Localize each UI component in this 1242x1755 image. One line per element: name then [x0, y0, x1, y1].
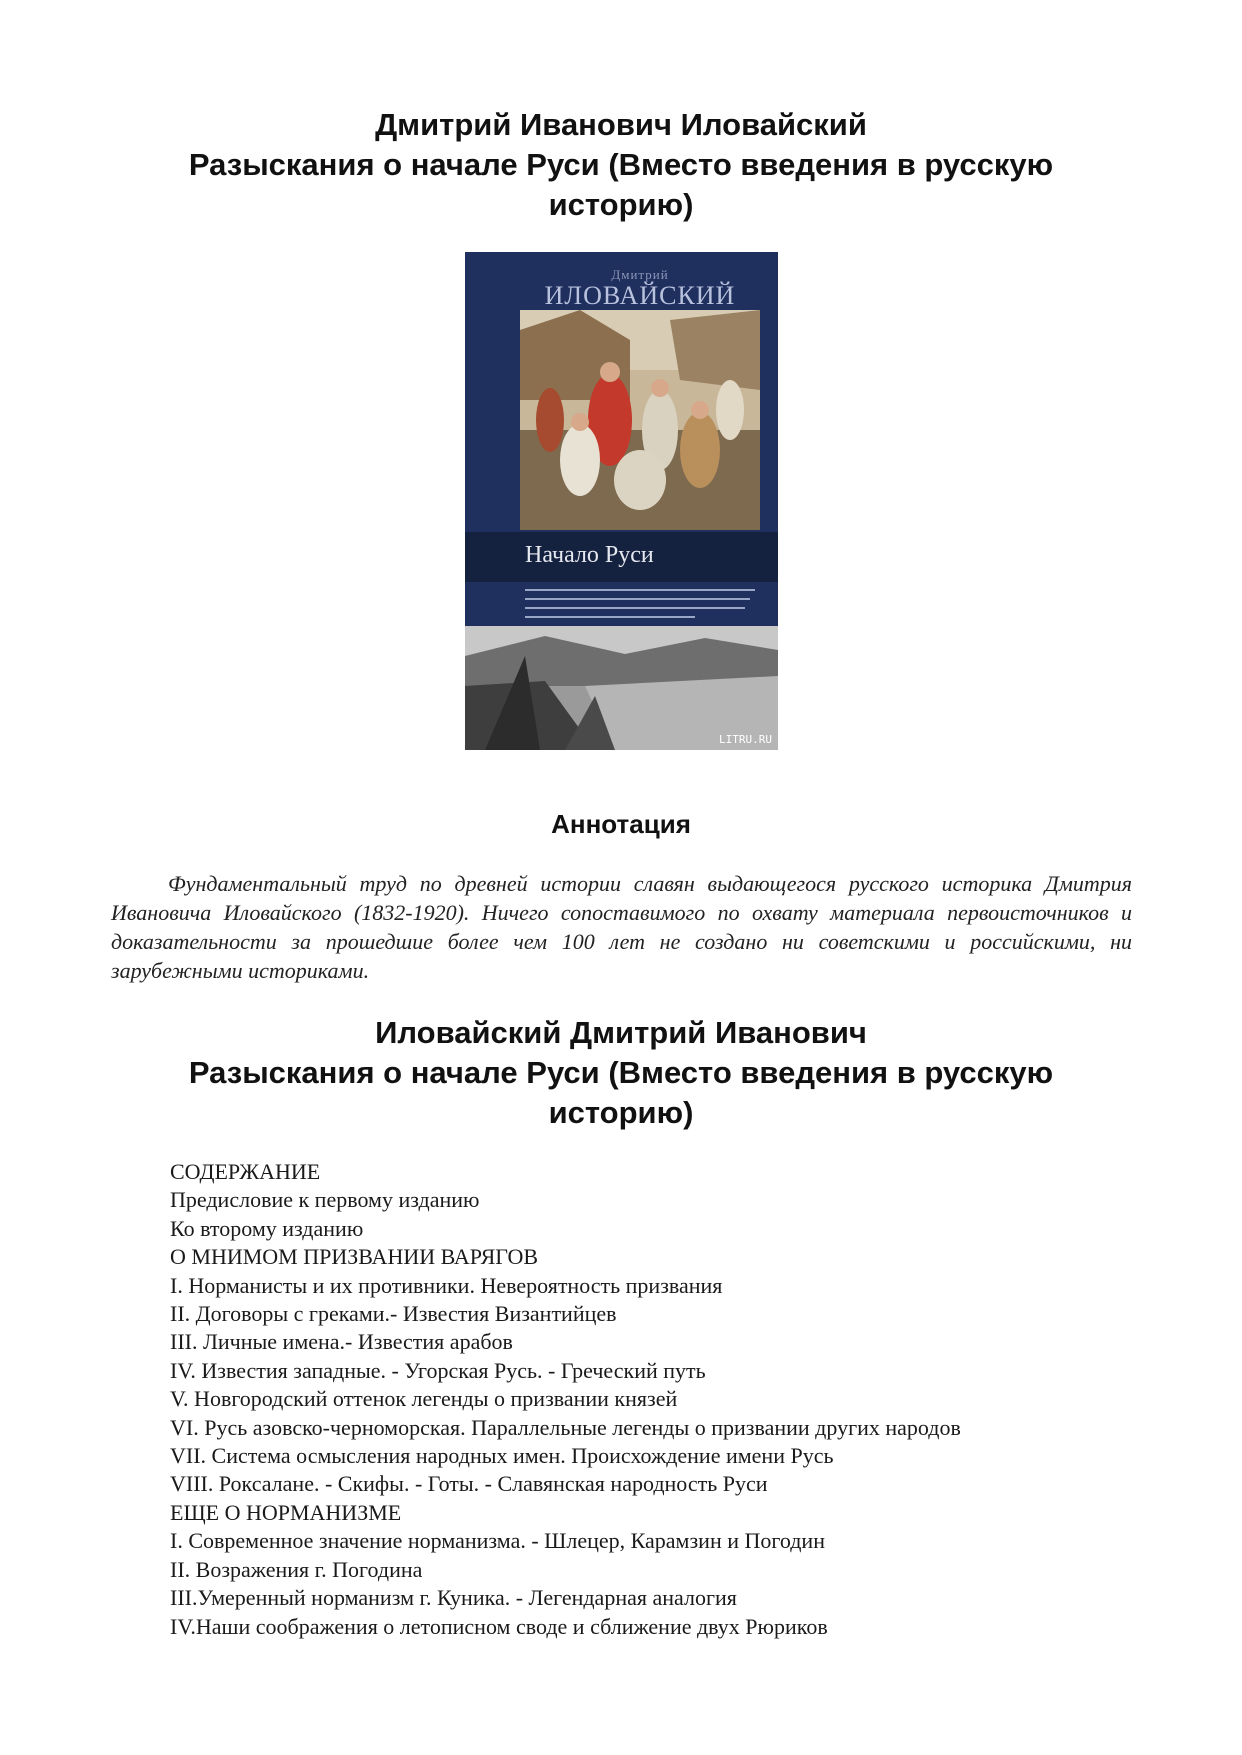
- toc-item: VIII. Роксалане. - Скифы. - Готы. - Славянская народность Руси: [170, 1471, 768, 1497]
- annotation-heading: Аннотация: [551, 809, 691, 839]
- toc-item: II. Возражения г. Погодина: [170, 1556, 423, 1582]
- toc-item: VI. Русь азовско-черноморская. Параллельные легенды о призвании других народов: [170, 1414, 961, 1440]
- toc-item: Ко второму изданию: [170, 1215, 364, 1241]
- toc-item: О МНИМОМ ПРИЗВАНИИ ВАРЯГОВ: [170, 1244, 539, 1270]
- cover-author-first: Дмитрий: [611, 267, 669, 282]
- table-of-contents: [170, 1158, 1170, 1641]
- title-line: Разыскания о начале Руси (Вместо введения в русскую: [188, 147, 1054, 182]
- title-line: историю): [548, 187, 694, 222]
- toc-item: V. Новгородский оттенок легенды о призвании князей: [170, 1386, 678, 1412]
- book-cover-image: [465, 252, 778, 750]
- second-title: [0, 1013, 1242, 1133]
- title-line: Иловайский Дмитрий Иванович: [375, 1015, 867, 1050]
- title-line: Дмитрий Иванович Иловайский: [375, 107, 867, 142]
- cover-landscape-photo: [465, 626, 778, 750]
- toc-item: IV.Наши соображения о летописном своде и сближение двух Рюриков: [170, 1613, 828, 1639]
- title-line: Разыскания о начале Руси (Вместо введения в русскую: [188, 1055, 1054, 1090]
- toc-item: I. Норманисты и их противники. Невероятность призвания: [170, 1272, 723, 1298]
- document-title: [0, 105, 1242, 225]
- toc-item: СОДЕРЖАНИЕ: [170, 1159, 321, 1184]
- toc-item: III. Личные имена.- Известия арабов: [170, 1329, 513, 1355]
- toc-item: VII. Система осмысления народных имен. Происхождение имени Русь: [170, 1443, 834, 1469]
- toc-item: III.Умеренный норманизм г. Куника. - Легендарная аналогия: [170, 1585, 737, 1611]
- cover-illustration: [520, 310, 760, 530]
- toc-item: IV. Известия западные. - Угорская Русь. - Греческий путь: [170, 1357, 706, 1383]
- toc-item: Предисловие к первому изданию: [170, 1187, 480, 1213]
- cover-blurb-lines: [525, 585, 765, 625]
- cover-author-last: ИЛОВАЙСКИЙ: [544, 281, 736, 310]
- cover-author: [520, 268, 760, 310]
- toc-item: I. Современное значение норманизма. - Шлецер, Карамзин и Погодин: [170, 1528, 825, 1554]
- cover-watermark: LITRU.RU: [719, 733, 772, 746]
- toc-item: II. Договоры с греками.- Известия Византийцев: [170, 1301, 617, 1327]
- toc-item: ЕЩЕ О НОРМАНИЗМЕ: [170, 1499, 402, 1525]
- cover-series-title: Начало Руси: [525, 542, 654, 568]
- title-line: историю): [548, 1095, 694, 1130]
- annotation-text: Фундаментальный труд по древней истории славян выдающегося русского историка Дмитрия Ивановича Иловайского (1832-1920). Ничего сопоставимого по охвату материала первоисточников и доказательности за прошедшие более чем 100 лет не создано ни советскими и российскими, ни зарубежными историками.: [111, 871, 1132, 983]
